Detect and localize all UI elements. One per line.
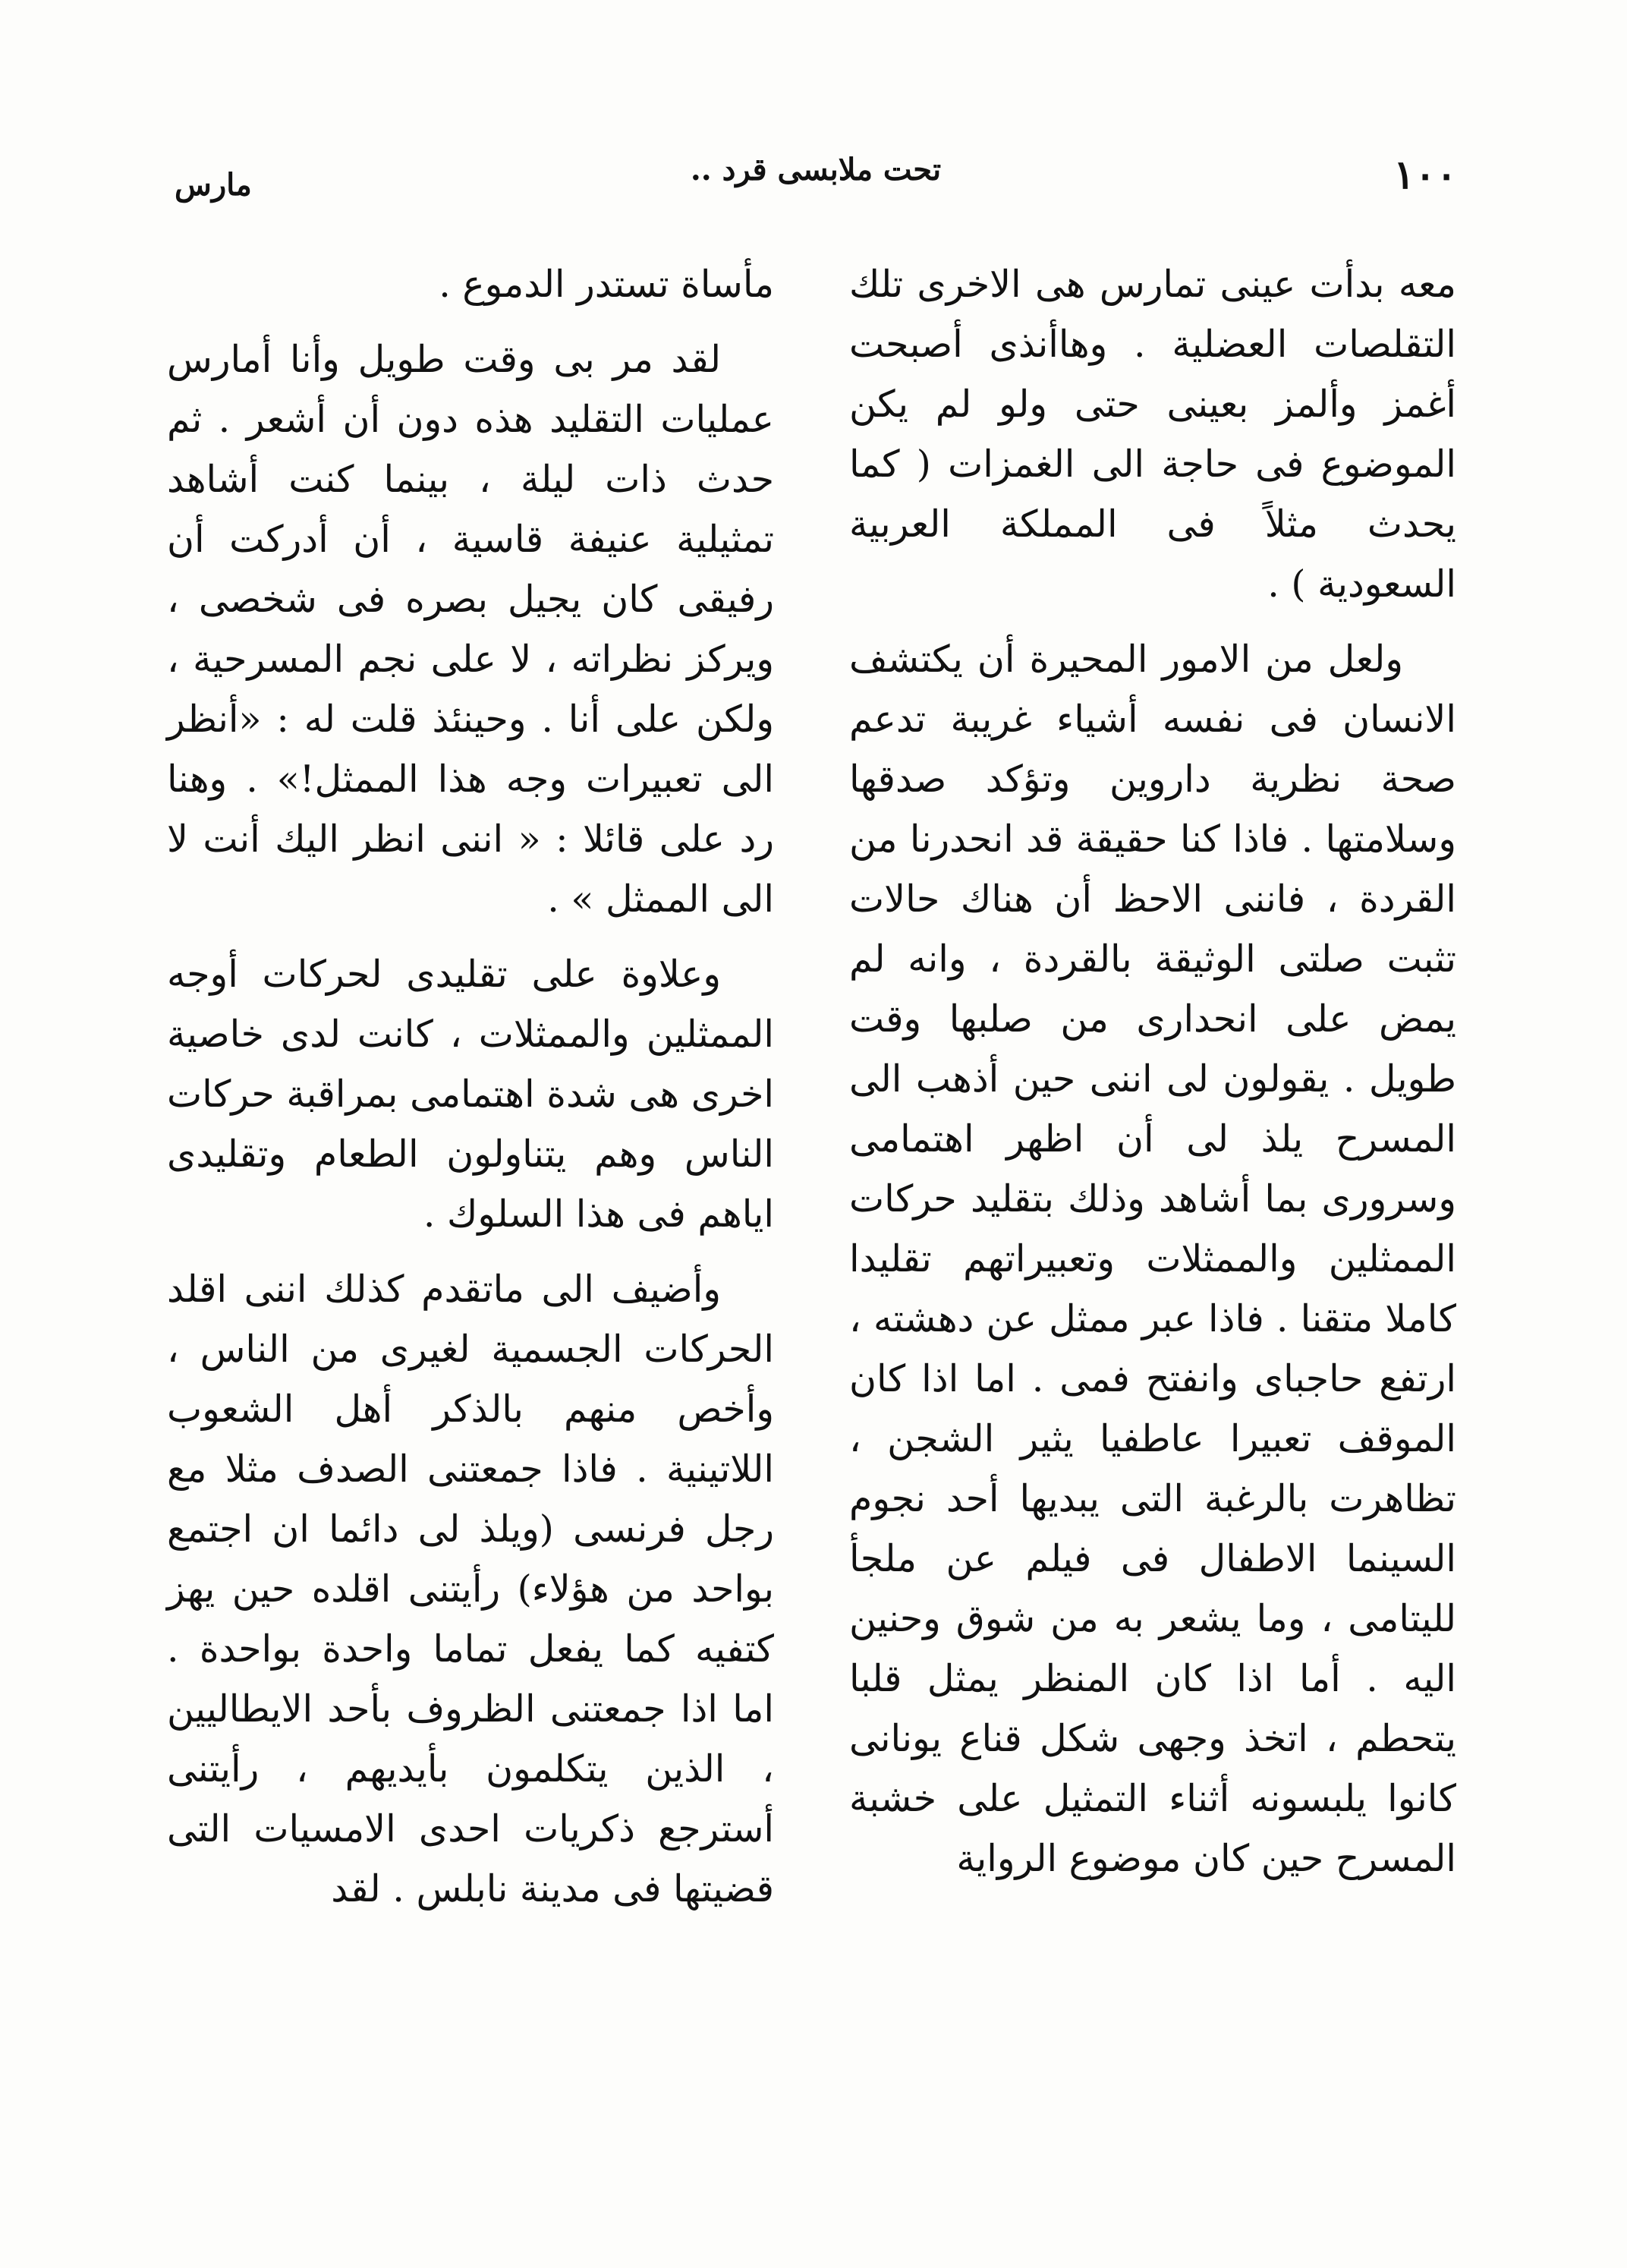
- paragraph: وأضيف الى ماتقدم كذلك اننى اقلد الحركات الجسمية لغيرى من الناس ، وأخص منهم بالذكر أهل الشعوب اللاتينية . فاذا جمعتنى الصدف مثلا مع رجل فرنسى (ويلذ لى دائما ان اجتمع بواحد من هؤلاء) رأيتنى اقلده حين يهز كتفيه كما يفعل تماما واحدة بواحدة . اما اذا جمعتنى الظروف بأحد الايطاليين ، الذين يتكلمون بأيديهم ، رأيتنى أسترجع ذكريات احدى الامسيات التى قضيتها فى مدينة نابلس . لقد: [167, 1268, 774, 1910]
- page-header: [175, 152, 1457, 213]
- text-column-left: [167, 254, 774, 1934]
- text-column-right: [849, 254, 1456, 1904]
- paragraph: ولعل من الامور المحيرة أن يكتشف الانسان فى نفسه أشياء غريبة تدعم صحة نظرية داروين وتؤكد صدقها وسلامتها . فاذا كنا حقيقة قد انحدرنا من القردة ، فاننى الاحظ أن هناك حالات تثبت صلتى الوثيقة بالقردة ، وانه لم يمض على انحدارى من صلبها وقت طويل . يقولون لى اننى حين أذهب الى المسرح يلذ لى أن اظهر اهتمامى وسرورى بما أشاهد وذلك بتقليد حركات الممثلين والممثلات وتعبيراتهم تقليدا كاملا متقنا . فاذا عبر ممثل عن دهشته ، ارتفع حاجباى وانفتح فمى . اما اذا كان الموقف تعبيرا عاطفيا يثير الشجن ، تظاهرت بالرغبة التى يبديها أحد نجوم السينما الاطفال فى فيلم عن ملجأ لليتامى ، وما يشعر به من شوق وحنين اليه . أما اذا كان المنظر يمثل قلبا يتحطم ، اتخذ وجهى شكل قناع يونانى كانوا يلبسونه أثناء التمثيل على خشبة المسرح حين كان موضوع الرواية: [849, 638, 1456, 1880]
- chapter-title: مارس: [175, 167, 252, 203]
- paragraph: مأساة تستدر الدموع .: [439, 263, 774, 306]
- page-number: ١٠٠: [1393, 152, 1457, 198]
- book-title: تحت ملابسى قرد ..: [690, 152, 942, 187]
- paragraph: لقد مر بى وقت طويل وأنا أمارس عمليات التقليد هذه دون أن أشعر . ثم حدث ذات ليلة ، بينما كنت أشاهد تمثيلية عنيفة قاسية ، أن أدركت أن رفيقى كان يجيل بصره فى شخصى ، ويركز نظراته ، لا على نجم المسرحية ، ولكن على أنا . وحينئذ قلت له : «أنظر الى تعبيرات وجه هذا الممثل!» . وهنا رد على قائلا : « اننى انظر اليك أنت لا الى الممثل » .: [167, 338, 774, 921]
- paragraph: وعلاوة على تقليدى لحركات أوجه الممثلين والممثلات ، كانت لدى خاصية اخرى هى شدة اهتمامى بمراقبة حركات الناس وهم يتناولون الطعام وتقليدى اياهم فى هذا السلوك .: [167, 953, 774, 1236]
- paragraph: معه بدأت عينى تمارس هى الاخرى تلك التقلصات العضلية . وهاأنذى أصبحت أغمز وألمز بعينى حتى ولو لم يكن الموضوع فى حاجة الى الغمزات ( كما يحدث مثلاً فى المملكة العربية السعودية ) .: [849, 263, 1456, 606]
